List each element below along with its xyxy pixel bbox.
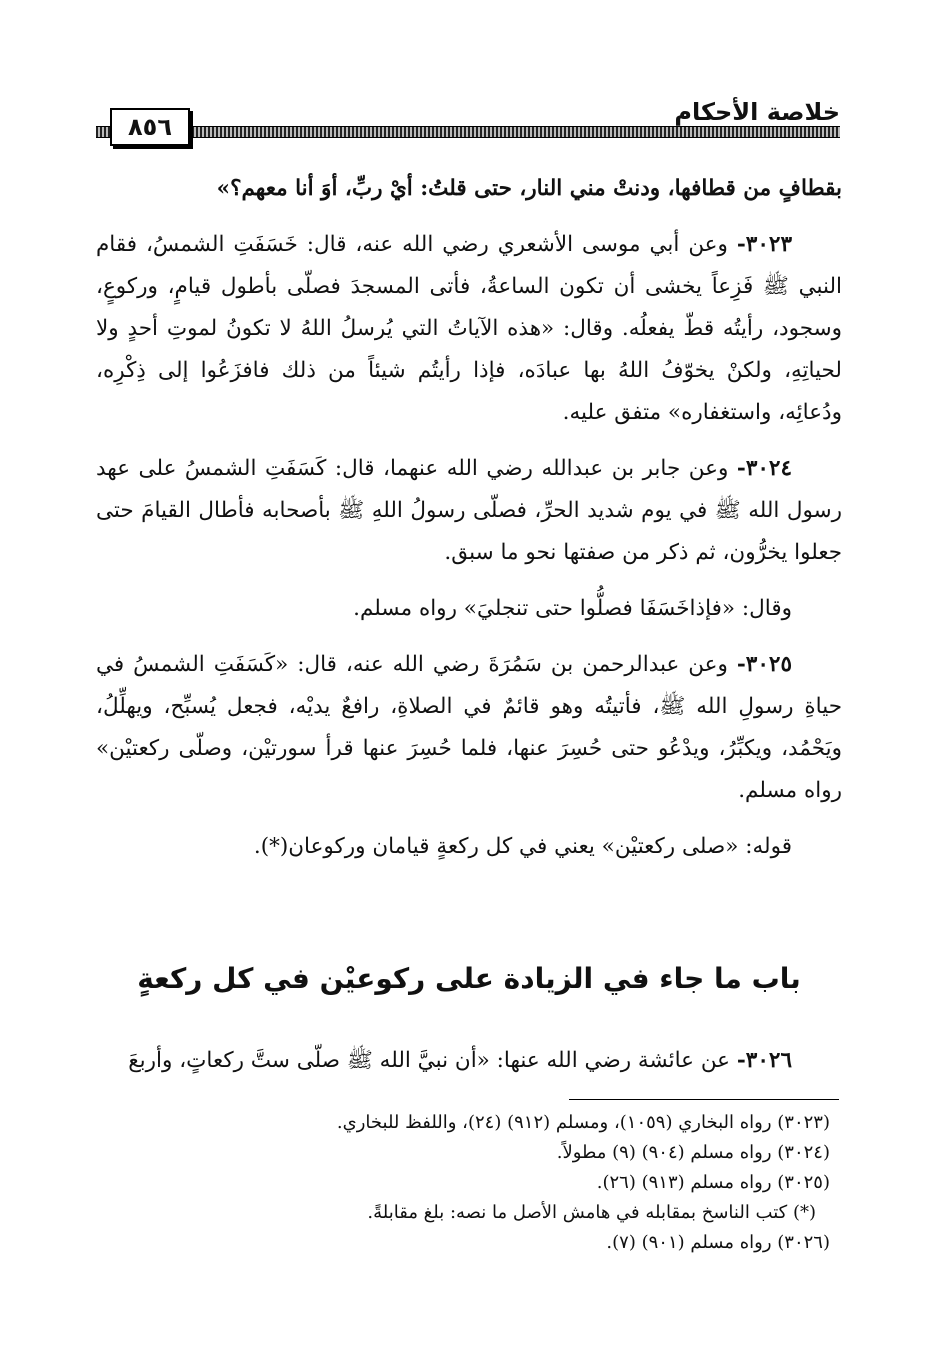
commentary: قوله: «صلى ركعتيْن» يعني في كل ركعةٍ قيامان وركوعان(*). <box>253 834 792 859</box>
paragraph-continuation: بقطافٍ من قطافها، ودنتْ مني النار، حتى قلتُ: أيْ ربِّ، أوَ أنا معهم؟» <box>216 176 842 201</box>
chapter-title: باب ما جاء في الزيادة على ركوعيْن في كل ركعةٍ <box>137 962 801 995</box>
hadith-text: وعن جابر بن عبدالله رضي الله عنهما، قال: كَسَفَتِ الشمسُ على عهد رسول الله ﷺ في يوم شديد الحرِّ، فصلّى رسولُ اللهِ ﷺ بأصحابه فأطال القيامَ حتى جعلوا يخرُّون، ثم ذكر من صفتها نحو ما سبق. <box>96 456 842 565</box>
hadith-text: عن عائشة رضي الله عنها: «أن نبيَّ الله ﷺ صلّى ستَّ ركعاتٍ، وأربعَ <box>128 1048 731 1073</box>
hadith-text: وعن أبي موسى الأشعري رضي الله عنه، قال: خَسَفَتِ الشمسُ، فقام النبي ﷺ فَزِعاً يخشى أن تكون الساعةُ، فأتى المسجدَ فصلّى بأطول قيامٍ، وركوعٍ، وسجود، رأيتُه قطّ يفعلُه. وقال: «هذه الآياتُ التي يُرسلُ اللهُ لا تكونُ لموتِ أحدٍ ولا لحياتِهِ، ولكنْ يخوّفُ اللهُ بها عبادَه، فإذا رأيتُم شيئاً من ذلك فافزَعُوا إلى ذِكْرِه، ودُعائِه، واستغفاره» متفق عليه. <box>96 232 842 425</box>
footnote-3024: (٣٠٢٤) رواه مسلم (٩٠٤) (٩) مطولاً. <box>556 1142 830 1163</box>
footnotes <box>96 1108 840 1258</box>
hadith-number: ٣٠٢٦- <box>736 1048 792 1073</box>
hadith-text: وعن عبدالرحمن بن سَمُرَةَ رضي الله عنه، قال: «كَسَفَتِ الشمسُ في حياةِ رسولِ الله ﷺ، فأتيتُه وهو قائمٌ في الصلاةِ، رافعٌ يديْه، فجعل يُسبِّح، ويهلِّلُ، ويَحْمُد، ويكبِّرُ، ويدْعُو حتى حُسِرَ عنها، فلما حُسِرَ عنها قرأ سورتيْن، وصلّى ركعتيْن» رواه مسلم. <box>96 652 842 803</box>
page-number: ٨٥٦ <box>110 108 190 146</box>
running-header <box>96 96 840 148</box>
footnote-3023: (٣٠٢٣) رواه البخاري (١٠٥٩)، ومسلم (٩١٢) (٢٤)، واللفظ للبخاري. <box>336 1112 830 1133</box>
hadith-3026 <box>96 1040 842 1082</box>
header-book-title: خلاصة الأحكام <box>666 98 840 126</box>
hadith-3025 <box>96 644 842 812</box>
footnote-3026: (٣٠٢٦) رواه مسلم (٩٠١) (٧). <box>606 1232 830 1253</box>
hadith-number: ٣٠٢٤- <box>736 456 793 481</box>
hadith-number: ٣٠٢٥- <box>736 652 792 677</box>
hadith-3023 <box>96 224 842 434</box>
footnote-separator <box>569 1099 839 1100</box>
hadith-number: ٣٠٢٣- <box>736 232 792 257</box>
header-ornament-band <box>96 126 840 138</box>
footnote-star: (*) كتب الناسخ بمقابله في هامش الأصل ما نصه: بلغ مقابلةً. <box>367 1202 816 1223</box>
hadith-3026-line <box>96 1040 842 1082</box>
main-text <box>96 168 842 868</box>
hadith-3024-addendum: وقال: «فإذاخَسَفَا فصلُّوا حتى تنجليَ» رواه مسلم. <box>353 596 792 621</box>
footnote-3025: (٣٠٢٥) رواه مسلم (٩١٣) (٢٦). <box>596 1172 830 1193</box>
hadith-3024 <box>96 448 842 574</box>
